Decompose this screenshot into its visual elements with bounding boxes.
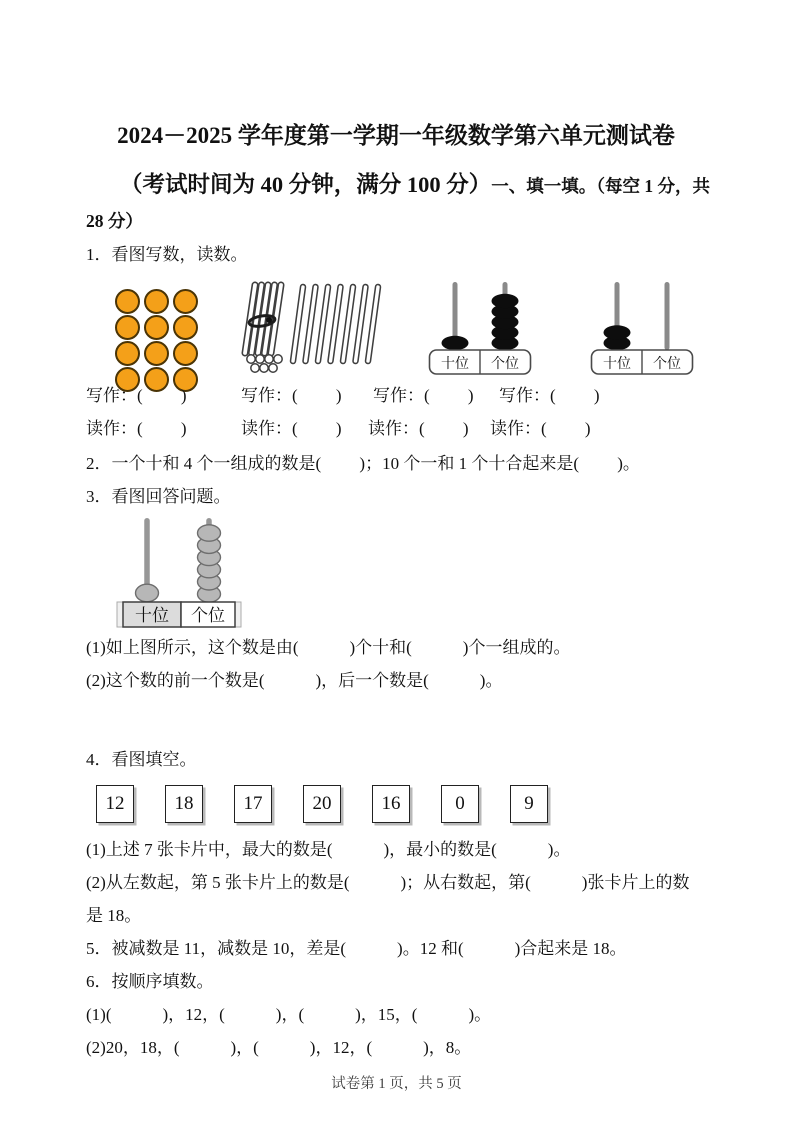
q1-figures-row [86,275,706,381]
write-blank: 写作：( ) [241,386,342,405]
svg-text:十位: 十位 [603,357,631,372]
counter-circle [115,289,140,314]
counting-circles-figure [115,289,196,392]
counter-circle [173,315,198,340]
number-card: 17 [234,785,272,823]
q4-sub2-line2: 是 18。 [86,906,142,925]
read-blank: 读作：( ) [368,419,469,438]
q4-sub2-line1: (2)从左数起，第 5 张卡片上的数是( )；从右数起，第( )张卡片上的数 [86,873,690,892]
q3-sub1: (1)如上图所示，这个数是由( )个十和( )个一组成的。 [86,638,571,657]
svg-text:十位: 十位 [441,357,469,372]
section-note-end: 28 分） [86,211,143,231]
number-card: 20 [303,785,341,823]
section-note-start: （每空 1 分，共 [596,176,711,196]
number-cards-row [96,784,706,824]
svg-text:个位: 个位 [653,357,681,372]
paper-content [86,0,711,1064]
number-card: 9 [510,785,548,823]
abacus-figure-1 [428,279,532,381]
write-blank: 写作：( ) [373,386,474,405]
page-title: 2024－2025 学年度第一学期一年级数学第六单元测试卷 [117,123,675,148]
write-answer-row [86,381,706,414]
q1-text: 1．看图写数，读数。 [86,245,248,264]
counter-circle [115,341,140,366]
svg-text:个位: 个位 [491,357,519,372]
q3-abacus-figure [116,515,706,631]
q4-text: 4．看图填空。 [86,750,197,769]
exam-info: （考试时间为 40 分钟，满分 100 分） [120,172,492,197]
q3-text: 3．看图回答问题。 [86,487,231,506]
counter-circle [173,341,198,366]
section-heading: 一、填一填。 [491,176,597,196]
number-card: 12 [96,785,134,823]
write-blank: 写作：( ) [86,386,187,405]
counter-circle [144,341,169,366]
q2-text: 2．一个十和 4 个一组成的数是( )；10 个一和 1 个十合起来是( )。 [86,454,640,473]
number-card: 16 [372,785,410,823]
read-answer-row [86,414,706,447]
svg-text:十位: 十位 [135,606,169,625]
number-card: 0 [441,785,479,823]
read-blank: 读作：( ) [241,419,342,438]
svg-text:个位: 个位 [191,606,225,625]
q6-sub1: (1)( )，12，( )，( )，15，( )。 [86,1005,492,1024]
read-blank: 读作：( ) [490,419,591,438]
counter-circle [173,289,198,314]
write-blank: 写作：( ) [499,386,600,405]
q6-text: 6．按顺序填数。 [86,972,214,991]
counter-circle [115,315,140,340]
abacus-figure-2 [590,279,694,381]
number-card: 18 [165,785,203,823]
q5-text: 5．被减数是 11，减数是 10，差是( )。12 和( )合起来是 18。 [86,939,627,958]
sticks-bundle-figure [239,279,397,384]
read-blank: 读作：( ) [86,419,187,438]
footer-page-indicator: 试卷第 1 页，共 5 页 [331,1076,462,1092]
q3-sub2: (2)这个数的前一个数是( )，后一个数是( )。 [86,671,503,690]
counter-circle [144,315,169,340]
exam-info-line [86,168,711,205]
counter-circle [144,289,169,314]
q6-sub2: (2)20，18，( )，( )，12，( )，8。 [86,1038,472,1057]
q4-sub1: (1)上述 7 张卡片中，最大的数是( )，最小的数是( )。 [86,840,571,859]
